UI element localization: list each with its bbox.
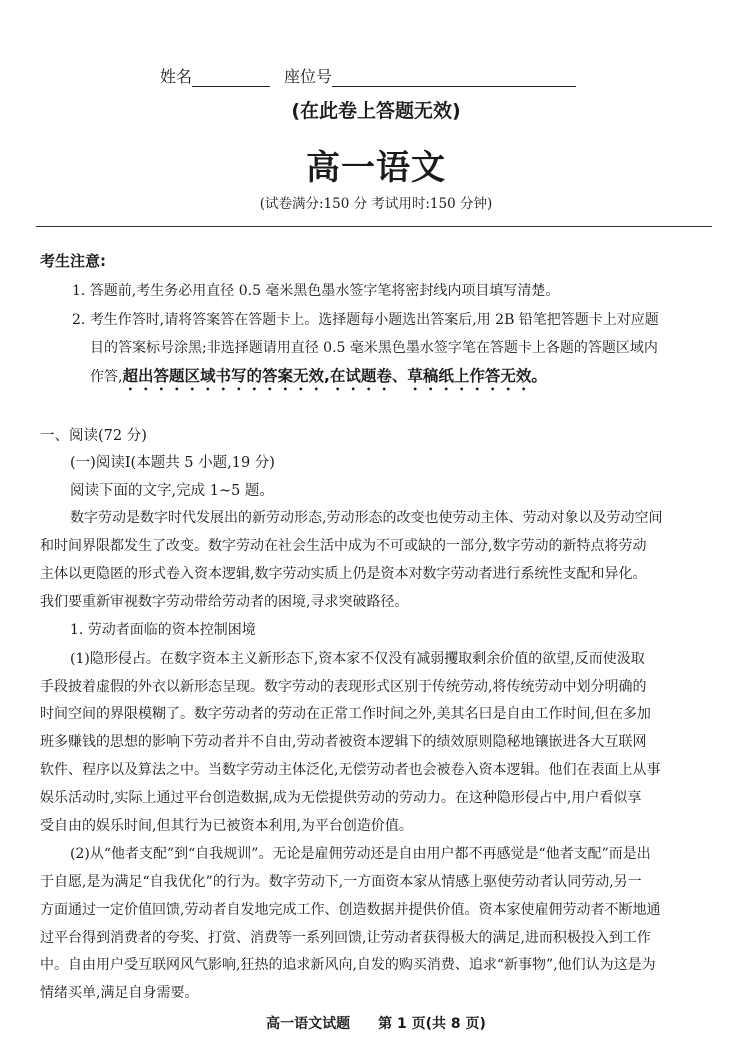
section-instruction: 阅读下面的文字,完成 1~5 题。 [70,483,274,499]
passage-line: 情绪买单,满足自身需要。 [40,985,199,1001]
notice-item-2-prefix: 作答, [90,369,123,385]
seat-label: 座位号 [284,67,333,86]
page-title: 高一语文 [306,148,446,188]
passage-line: 班多赚钱的思想的影响下劳动者并不自由,劳动者被资本逻辑下的绩效原则隐秘地镶嵌进各大互联网 [40,734,647,750]
passage-line: (2)从“他者支配”到“自我规训”。无论是雇佣劳动还是自由用户都不再感觉是“他者支配”而是出 [70,846,651,862]
name-label: 姓名 [160,67,193,86]
seat-blank [332,70,576,87]
exam-info: (试卷满分:150 分 考试用时:150 分钟) [259,196,493,212]
notice-item-1: 1. 答题前,考生务必用直径 0.5 毫米黑色墨水签字笔将密封线内项目填写清楚。 [72,283,560,299]
passage-line: 过平台得到消费者的夸奖、打赏、消费等一系列回馈,让劳动者获得极大的满足,进而积极投入到工作 [40,930,651,946]
passage-line: 娱乐活动时,实际上通过平台创造数据,成为无偿提供劳动的劳动力。在这种隐形侵占中,用户看似享 [40,790,642,806]
passage-line: 方面通过一定价值回馈,劳动者自发地完成工作、创造数据并提供价值。资本家使雇佣劳动者不断地通 [40,902,661,918]
passage-line: (1)隐形侵占。在数字资本主义新形态下,资本家不仅没有减弱攫取剩余价值的欲望,反而使汲取 [70,651,645,667]
notice-title: 考生注意: [40,252,106,270]
notice-item-2-line-3 [90,364,547,394]
passage-line: 和时间界限都发生了改变。数字劳动在社会生活中成为不可或缺的一部分,数字劳动的新特点将劳动 [40,538,647,554]
passage-line: 于自愿,是为满足“自我优化”的行为。数字劳动下,一方面资本家从情感上驱使劳动者认同劳动,另一 [40,874,642,890]
name-seat-line [160,64,576,87]
header-divider [36,226,712,227]
page-footer [0,1013,752,1033]
notice-item-2-line-2: 目的答案标号涂黑;非选择题请用直径 0.5 毫米黑色墨水签字笔在答题卡上各题的答题区域内 [90,340,658,356]
name-blank [192,70,270,87]
passage-line: 我们要重新审视数字劳动带给劳动者的困境,寻求突破路径。 [40,594,409,610]
passage-line: 受自由的娱乐时间,但其行为已被资本利用,为平台创造价值。 [40,818,413,834]
passage-line: 软件、程序以及算法之中。当数字劳动主体泛化,无偿劳动者也会被卷入资本逻辑。他们在表面上从事 [40,762,661,778]
passage-line: 主体以更隐匿的形式卷入资本逻辑,数字劳动实质上仍是资本对数字劳动者进行系统性支配和异化。 [40,566,647,582]
passage-line: 手段披着虚假的外衣以新形态呈现。数字劳动的表现形式区别于传统劳动,将传统劳动中划分明确的 [40,679,647,695]
passage-line: 数字劳动是数字时代发展出的新劳动形态,劳动形态的改变也使劳动主体、劳动对象以及劳动空间 [70,510,663,526]
footer-subject: 高一语文试题 [266,1016,351,1032]
passage-line: 中。自由用户受互联网风气影响,狂热的追求新风向,自发的购买消费、追求“新事物”,他们认为这是为 [40,957,656,973]
notice-item-2-line-1: 2. 考生作答时,请将答案答在答题卡上。选择题每小题选出答案后,用 2B 铅笔把答题卡上对应题 [72,312,659,328]
footer-page-number: 第 1 页(共 8 页) [378,1016,486,1032]
notice-emphasis: 超出答题区域书写的答案无效,在试题卷、草稿纸上作答无效。 [122,367,547,385]
section-title: 一、阅读(72 分) [40,428,147,444]
section-subtitle: (一)阅读Ⅰ(本题共 5 小题,19 分) [70,455,275,471]
passage-heading: 1. 劳动者面临的资本控制困境 [70,622,256,638]
passage-line: 时间空间的界限模糊了。数字劳动者的劳动在正常工作时间之外,美其名曰是自由工作时间,但在多加 [40,706,651,722]
invalid-note: (在此卷上答题无效) [291,100,461,122]
